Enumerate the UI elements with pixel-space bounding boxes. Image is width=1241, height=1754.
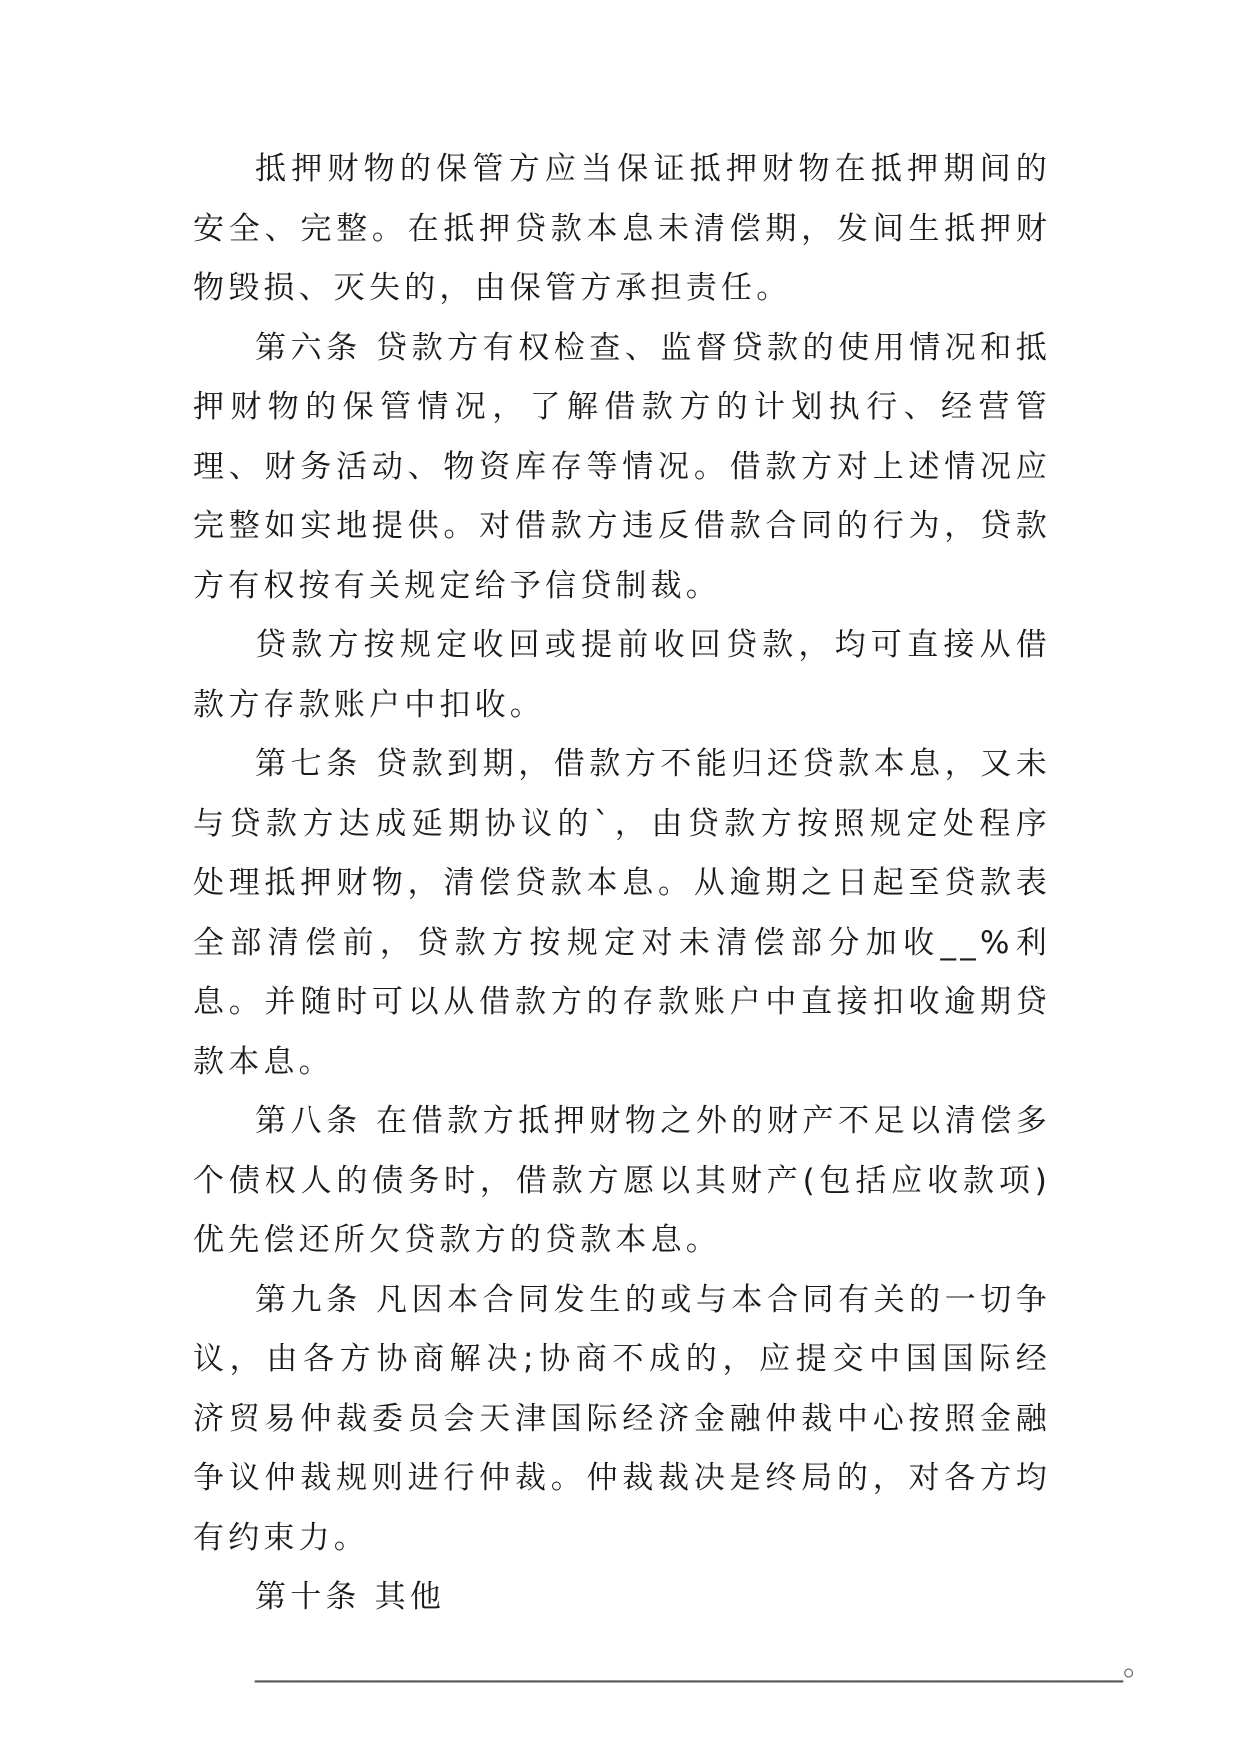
paragraph-article-7: 第七条 贷款到期，借款方不能归还贷款本息，又未与贷款方达成延期协议的`，由贷款方按照规定处程序处理抵押财物，清偿贷款本息。从逾期之日起至贷款表全部清偿前，贷款方按规定对未清偿部分加收__%利息。并随时可以从借款方的存款账户中直接扣收逾期贷款本息。	[193, 746, 1051, 1080]
paragraph-custody-liability: 抵押财物的保管方应当保证抵押财物在抵押期间的安全、完整。在抵押贷款本息未清偿期，发间生抵押财物毁损、灭失的，由保管方承担责任。	[193, 151, 1051, 306]
fill-in-blank-line: ________________________________________________________。	[255, 1646, 1154, 1683]
paragraph-loan-recovery: 贷款方按规定收回或提前收回贷款，均可直接从借款方存款账户中扣收。	[193, 627, 1051, 723]
paragraph-article-6: 第六条 贷款方有权检查、监督贷款的使用情况和抵押财物的保管情况，了解借款方的计划执行、经营管理、财务活动、物资库存等情况。借款方对上述情况应完整如实地提供。对借款方违反借款合同的行为，贷款方有权按有关规定给予信贷制裁。	[193, 329, 1051, 604]
paragraph-article-9: 第九条 凡因本合同发生的或与本合同有关的一切争议，由各方协商解决;协商不成的，应提交中国国际经济贸易仲裁委员会天津国际经济金融仲裁中心按照金融争议仲裁规则进行仲裁。仲裁裁决是终局的，对各方均有约束力。	[193, 1281, 1051, 1556]
paragraph-article-8: 第八条 在借款方抵押财物之外的财产不足以清偿多个债权人的债务时，借款方愿以其财产(包括应收款项)优先偿还所欠贷款方的贷款本息。	[193, 1103, 1051, 1258]
paragraph-article-10: 第十条 其他	[255, 1579, 446, 1615]
document-page	[193, 140, 1154, 1695]
